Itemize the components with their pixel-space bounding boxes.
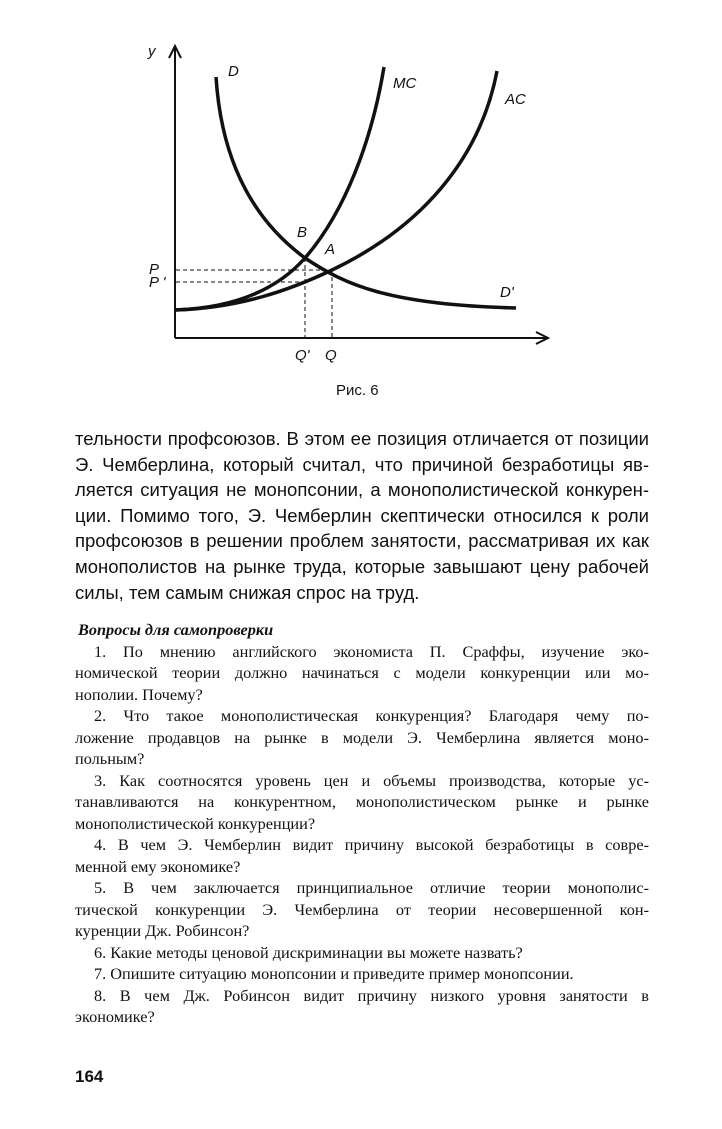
text-line: монополистической конкуренции? <box>75 813 316 833</box>
figure-caption: Рис. 6 <box>336 382 379 399</box>
text-line: Э. Чемберлина, который считал, что причиной безработицы яв- <box>75 453 649 475</box>
label-d-prime: D' <box>500 284 514 301</box>
label-mc: MC <box>393 75 417 92</box>
text-line: номической теории должно начинаться с модели конкуренции или мо- <box>75 663 649 682</box>
text-line: монополистов на рынке труда, которые завышают цену рабочей <box>75 555 649 577</box>
point-b-label: B <box>297 224 308 241</box>
text-line: польным? <box>75 749 145 768</box>
question-1 <box>75 641 649 706</box>
page-number: 164 <box>75 1067 104 1086</box>
text-line: танавливаются на конкурентном, монополистическом рынке и рынке <box>75 792 649 811</box>
body-paragraph <box>75 426 649 605</box>
text-line: 7. Опишите ситуацию монопсонии и приведите пример монопсонии. <box>94 964 574 983</box>
question-6 <box>75 942 649 964</box>
text-line: ляется ситуация не монопсонии, а монополистической конкурен- <box>75 479 649 501</box>
text-line: менной ему экономике? <box>75 856 241 876</box>
text-line: куренции Дж. Робинсон? <box>75 921 250 940</box>
text-line: 2. Что такое монополистическая конкуренция? Благодаря чему по- <box>94 706 649 725</box>
text-line: ции. Помимо того, Э. Чемберлин скептически относился к роли <box>75 504 649 526</box>
demand-curve <box>216 77 516 308</box>
text-line: силы, тем самым снижая спрос на труд. <box>75 581 420 603</box>
figure-6-chart <box>0 0 722 420</box>
label-q-prime: Q' <box>295 347 310 364</box>
text-line: тельности профсоюзов. В этом ее позиция отличается от позиции <box>75 428 649 449</box>
question-3 <box>75 770 649 835</box>
text-line: профсоюзов в решении проблем занятости, рассматривая их как <box>75 530 649 552</box>
text-line: нополии. Почему? <box>75 684 203 704</box>
text-line: 1. По мнению английского экономиста П. Сраффы, изучение эко- <box>94 641 649 661</box>
label-p: P <box>149 261 160 278</box>
text-line: 3. Как соотносятся уровень цен и объемы производства, которые ус- <box>94 770 649 790</box>
label-p-prime: P ' <box>149 274 166 291</box>
question-2 <box>75 705 649 770</box>
questions-section <box>75 619 649 1028</box>
text-line: экономике? <box>75 1007 155 1026</box>
question-4 <box>75 834 649 877</box>
text-line: 4. В чем Э. Чемберлин видит причину высокой безработицы в совре- <box>94 835 649 854</box>
text-line: ложение продавцов на рынке в модели Э. Чемберлина является моно- <box>75 727 649 747</box>
question-5 <box>75 877 649 942</box>
question-7 <box>75 963 649 985</box>
questions-heading: Вопросы для самопроверки <box>78 620 274 639</box>
point-a-label: A <box>325 241 336 258</box>
label-q: Q <box>325 347 337 364</box>
text-line: тической конкуренции Э. Чемберлина от теории несовершенной кон- <box>75 899 649 919</box>
label-d: D <box>228 63 239 80</box>
y-axis-label: y <box>148 43 156 60</box>
text-line: 5. В чем заключается принципиальное отличие теории монополис- <box>94 878 649 897</box>
question-8 <box>75 985 649 1028</box>
mc-curve <box>175 67 384 310</box>
text-line: 8. В чем Дж. Робинсон видит причину низкого уровня занятости в <box>94 985 649 1005</box>
text-line: 6. Какие методы ценовой дискриминации вы можете назвать? <box>94 942 523 962</box>
label-ac: AC <box>505 91 526 108</box>
